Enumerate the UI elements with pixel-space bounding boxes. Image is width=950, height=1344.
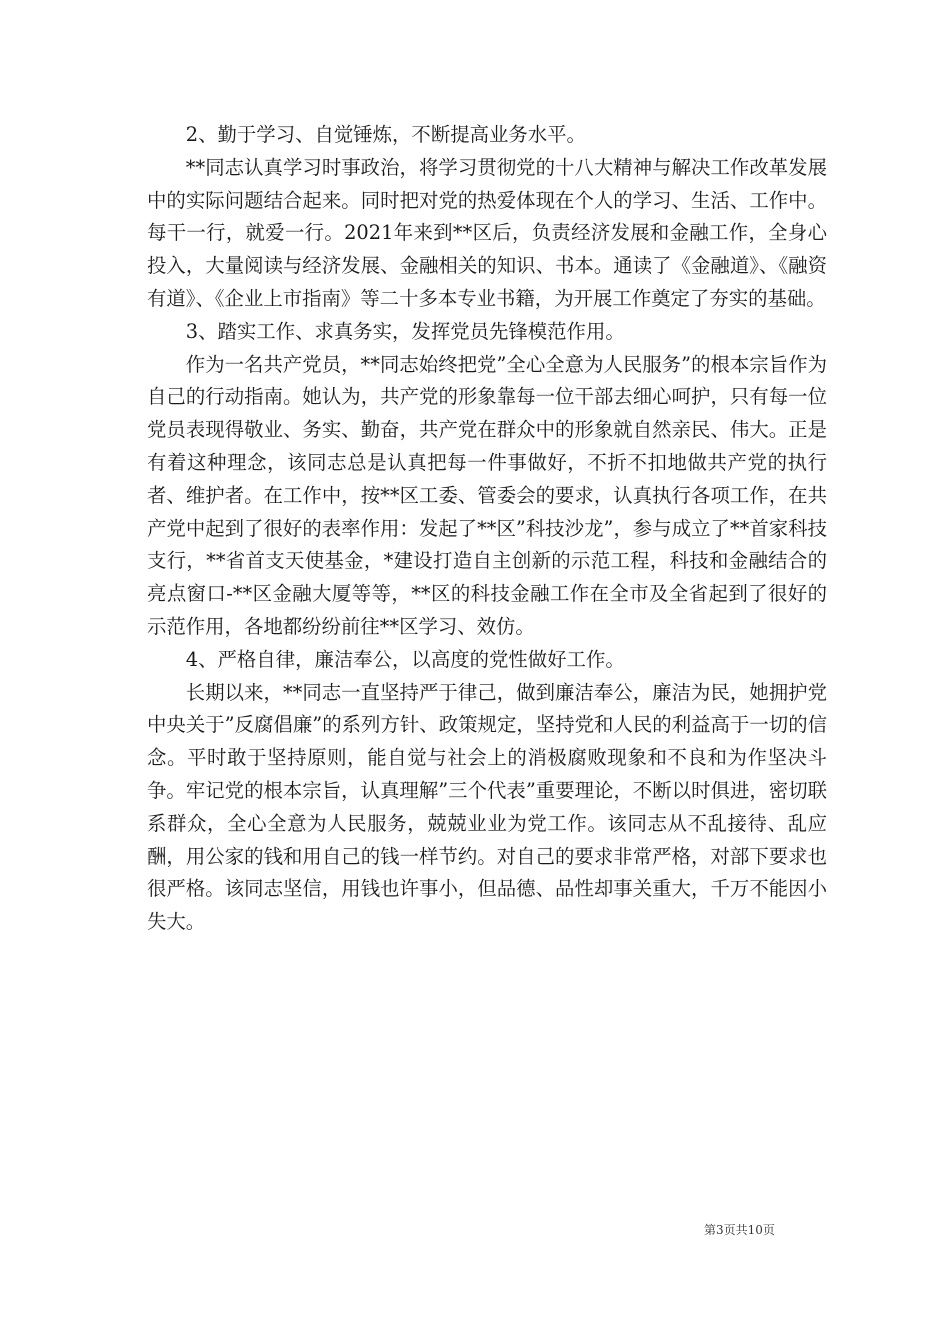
section-heading-3: 3、踏实工作、求真务实，发挥党员先锋模范作用。 — [185, 319, 625, 343]
paragraph: **同志认真学习时事政治，将学习贯彻党的十八大精神与解决工作改革发展中的实际问题结合起来。同时把对党的热爱体现在个人的学习、生活、工作中。每干一行，就爱一行。2021年来到**区后，负责经济发展和金融工作，全身心投入，大量阅读与经济发展、金融相关的知识、书本。通读了《金融道》、《融资有道》、《企业上市指南》等二十多本专业书籍，为开展工作奠定了夯实的基础。 — [147, 155, 827, 310]
section-heading-4: 4、严格自律，廉洁奉公，以高度的党性做好工作。 — [185, 647, 625, 671]
page-number: 第3页共10页 — [704, 1223, 775, 1237]
document-body — [147, 119, 827, 939]
paragraph: 长期以来，**同志一直坚持严于律己，做到廉洁奉公，廉洁为民，她拥护党中央关于”反腐倡廉”的系列方针、政策规定，坚持党和人民的利益高于一切的信念。平时敢于坚持原则，能自觉与社会上的消极腐败现象和不良和为作坚决斗争。牢记党的根本宗旨，认真理解”三个代表”重要理论，不断以时俱进，密切联系群众，全心全意为人民服务，兢兢业业为党工作。该同志从不乱接待、乱应酬，用公家的钱和用自己的钱一样节约。对自己的要求非常严格，对部下要求也很严格。该同志坚信，用钱也许事小，但品德、品性却事关重大，千万不能因小失大。 — [147, 680, 827, 934]
section-heading-2: 2、勤于学习、自觉锤炼，不断提高业务水平。 — [185, 123, 586, 146]
paragraph: 作为一名共产党员，**同志始终把党”全心全意为人民服务”的根本宗旨作为自己的行动指南。她认为，共产党的形象靠每一位干部去细心呵护，只有每一位党员表现得敬业、务实、勤奋，共产党在群众中的形象就自然亲民、伟大。正是有着这种理念，该同志总是认真把每一件事做好，不折不扣地做共产党的执行者、维护者。在工作中，按**区工委、管委会的要求，认真执行各项工作，在共产党中起到了很好的表率作用：发起了**区”科技沙龙”，参与成立了**首家科技支行，**省首支天使基金，*建设打造自主创新的示范工程，科技和金融结合的亮点窗口-**区金融大厦等等，**区的科技金融工作在全市及全省起到了很好的示范作用，各地都纷纷前往**区学习、效仿。 — [147, 352, 827, 638]
